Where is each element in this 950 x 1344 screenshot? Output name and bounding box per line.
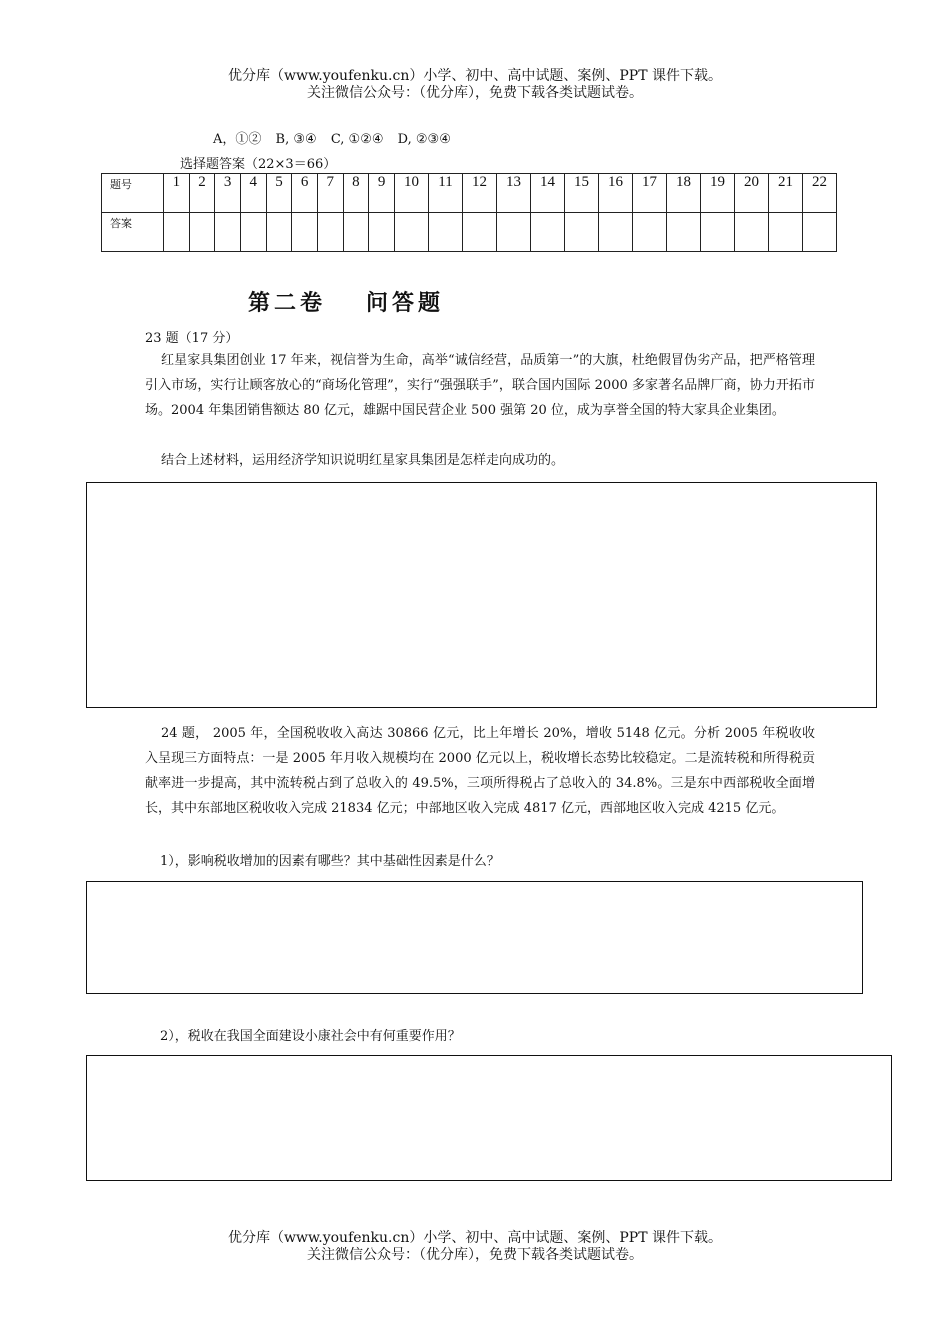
question-number-cell: 17 — [633, 174, 667, 213]
answer-cell[interactable] — [633, 213, 667, 252]
q23-heading: 23 题（17 分） — [145, 331, 239, 346]
question-number-cell: 13 — [497, 174, 531, 213]
answer-cell[interactable] — [667, 213, 701, 252]
answer-cell[interactable] — [189, 213, 215, 252]
q23-answer-box[interactable] — [86, 482, 877, 708]
question-number-cell: 22 — [803, 174, 837, 213]
answer-cell[interactable] — [343, 213, 369, 252]
question-number-cell: 21 — [769, 174, 803, 213]
question-number-cell: 10 — [395, 174, 429, 213]
option-d: D, ②③④ — [397, 132, 451, 147]
question-number-cell: 20 — [735, 174, 769, 213]
header-line-1: 优分库（www.youfenku.cn）小学、初中、高中试题、案例、PPT 课件下载。 — [227, 68, 722, 84]
q24-sub2: 2），税收在我国全面建设小康社会中有何重要作用？ — [160, 1029, 461, 1044]
answer-label: 答案 — [102, 213, 164, 252]
section-title-part: 第二卷 — [248, 290, 327, 316]
question-number-cell: 11 — [429, 174, 463, 213]
q24-sub1-answer-box[interactable] — [86, 881, 863, 994]
answer-cell[interactable] — [531, 213, 565, 252]
question-number-cell: 2 — [189, 174, 215, 213]
answer-cell[interactable] — [429, 213, 463, 252]
answer-row — [102, 213, 837, 252]
answer-table-caption: 选择题答案（22×3＝66） — [180, 157, 337, 172]
question-number-cell: 6 — [292, 174, 318, 213]
question-number-cell: 4 — [240, 174, 266, 213]
question-number-row — [102, 174, 837, 213]
q23-material: 红星家具集团创业 17 年来，视信誉为生命，高举“诚信经营，品质第一”的大旗，杜绝假冒伪劣产品，把严格管理引入市场，实行让顾客放心的“商场化管理”，实行“强强联手”，联合国内国际 2000 多家著名品牌厂商，协力开拓市场。2004 年集团销售额达 80 亿元，雄踞中国民营企业 500 强第 20 位，成为享誉全国的特大家具企业集团。 — [145, 353, 815, 418]
footer-line-1: 优分库（www.youfenku.cn）小学、初中、高中试题、案例、PPT 课件下载。 — [227, 1230, 722, 1246]
q24-material: 24 题， 2005 年，全国税收收入高达 30866 亿元，比上年增长 20%，增收 5148 亿元。分析 2005 年税收收入呈现三方面特点：一是 2005 年月收入规模均在 2000 亿元以上，税收增长态势比较稳定。二是流转税和所得税贡献率进一步提高，其中流转税占到了总收入的 49.5%，三项所得税占了总收入的 34.8%。三是东中西部税收全面增长，其中东部地区税收收入完成 21834 亿元；中部地区收入完成 4817 亿元，西部地区收入完成 4215 亿元。 — [145, 726, 815, 816]
answer-cell[interactable] — [317, 213, 343, 252]
option-c: C, ①②④ — [330, 132, 384, 147]
question-number-cell: 3 — [215, 174, 241, 213]
section-title — [248, 286, 444, 317]
option-b: B, ③④ — [275, 132, 317, 147]
answer-table — [101, 173, 837, 252]
header-line-2: 关注微信公众号：（优分库），免费下载各类试题试卷。 — [307, 85, 643, 101]
answer-cell[interactable] — [369, 213, 395, 252]
question-number-cell: 5 — [266, 174, 292, 213]
choice-options — [213, 128, 461, 147]
answer-cell[interactable] — [769, 213, 803, 252]
answer-cell[interactable] — [240, 213, 266, 252]
answer-cell[interactable] — [497, 213, 531, 252]
q24-sub2-answer-box[interactable] — [86, 1055, 892, 1181]
answer-cell[interactable] — [395, 213, 429, 252]
q24-sub1: 1），影响税收增加的因素有哪些？其中基础性因素是什么？ — [160, 854, 500, 869]
question-number-cell: 9 — [369, 174, 395, 213]
question-number-cell: 12 — [463, 174, 497, 213]
question-number-label: 题号 — [102, 174, 164, 213]
answer-cell[interactable] — [164, 213, 190, 252]
question-number-cell: 15 — [565, 174, 599, 213]
answer-cell[interactable] — [599, 213, 633, 252]
answer-cell[interactable] — [292, 213, 318, 252]
footer-line-2: 关注微信公众号：（优分库），免费下载各类试题试卷。 — [307, 1247, 643, 1263]
answer-cell[interactable] — [266, 213, 292, 252]
question-number-cell: 8 — [343, 174, 369, 213]
q23-question: 结合上述材料，运用经济学知识说明红星家具集团是怎样走向成功的。 — [161, 453, 565, 468]
answer-cell[interactable] — [463, 213, 497, 252]
question-number-cell: 18 — [667, 174, 701, 213]
answer-cell[interactable] — [735, 213, 769, 252]
page-header — [0, 68, 950, 102]
question-number-cell: 1 — [164, 174, 190, 213]
answer-cell[interactable] — [565, 213, 599, 252]
question-number-cell: 7 — [317, 174, 343, 213]
answer-cell[interactable] — [215, 213, 241, 252]
option-a: A，①② — [213, 132, 262, 147]
answer-cell[interactable] — [701, 213, 735, 252]
question-number-cell: 19 — [701, 174, 735, 213]
page-footer — [0, 1230, 950, 1264]
question-number-cell: 16 — [599, 174, 633, 213]
section-title-type: 问答题 — [366, 290, 445, 316]
answer-cell[interactable] — [803, 213, 837, 252]
question-number-cell: 14 — [531, 174, 565, 213]
